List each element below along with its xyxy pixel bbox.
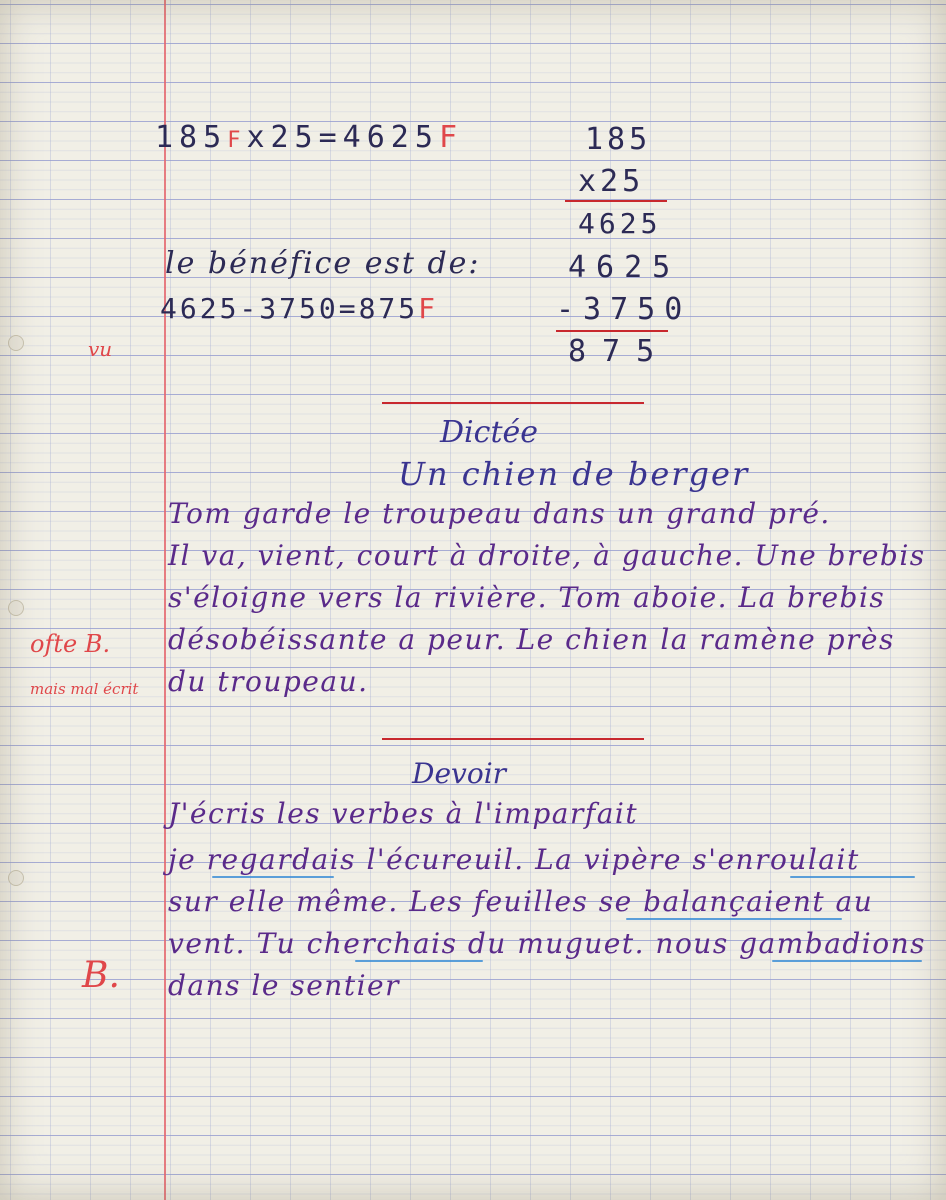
mult-factor: x25	[578, 164, 645, 199]
section-separator	[382, 738, 644, 740]
equation-2	[160, 292, 438, 325]
binder-hole	[8, 600, 24, 616]
sub-minus-number: -3750	[556, 292, 692, 327]
binder-hole	[8, 870, 24, 886]
devoir-line: vent. Tu cherchais du muguet. nous gambadions	[168, 927, 927, 960]
teacher-grade: B.	[82, 955, 120, 996]
equation-1-rest: x25=4625	[246, 120, 439, 155]
equation-1-number: 185	[155, 120, 228, 155]
devoir-instruction: J'écris les verbes à l'imparfait	[168, 797, 639, 830]
verb-underline	[772, 960, 922, 962]
teacher-seen-mark: vu	[88, 337, 113, 361]
dictee-line: Tom garde le troupeau dans un grand pré.	[168, 497, 831, 530]
teacher-comment: mais mal écrit	[30, 680, 139, 698]
equation-2-text: 4625-3750=875	[160, 292, 419, 325]
equation-1-result-unit: F	[438, 120, 463, 155]
benefit-label: le bénéfice est de:	[165, 246, 481, 281]
dictee-line: Il va, vient, court à droite, à gauche. Une brebis	[168, 539, 926, 572]
dictee-line: désobéissante a peur. Le chien la ramène près	[168, 623, 895, 656]
equation-1-unit: F	[227, 128, 247, 153]
margin-line	[164, 0, 166, 1200]
devoir-line: je regardais l'écureuil. La vipère s'enroulait	[168, 843, 860, 876]
dictee-heading: Dictée	[440, 415, 539, 450]
sub-rule	[556, 330, 668, 332]
devoir-line: sur elle même. Les feuilles se balançaient au	[168, 885, 874, 918]
sub-result: 875	[568, 334, 671, 369]
mult-top-number: 185	[585, 122, 652, 157]
binder-hole	[8, 335, 24, 351]
teacher-grade-note: ofte B.	[30, 630, 111, 658]
dictee-line: s'éloigne vers la rivière. Tom aboie. La brebis	[168, 581, 886, 614]
dictee-line: du troupeau.	[168, 665, 369, 698]
equation-2-unit: F	[418, 292, 439, 325]
verb-underline	[626, 918, 842, 920]
verb-underline	[790, 876, 915, 878]
verb-underline	[212, 876, 334, 878]
sub-top-number: 4625	[568, 250, 681, 285]
mult-result: 4625	[578, 207, 662, 240]
mult-rule	[565, 200, 667, 202]
equation-1	[155, 120, 463, 155]
devoir-heading: Devoir	[412, 757, 507, 790]
verb-underline	[355, 960, 483, 962]
devoir-line: dans le sentier	[168, 969, 400, 1002]
dictee-title: Un chien de berger	[398, 455, 750, 493]
section-separator	[382, 402, 644, 404]
